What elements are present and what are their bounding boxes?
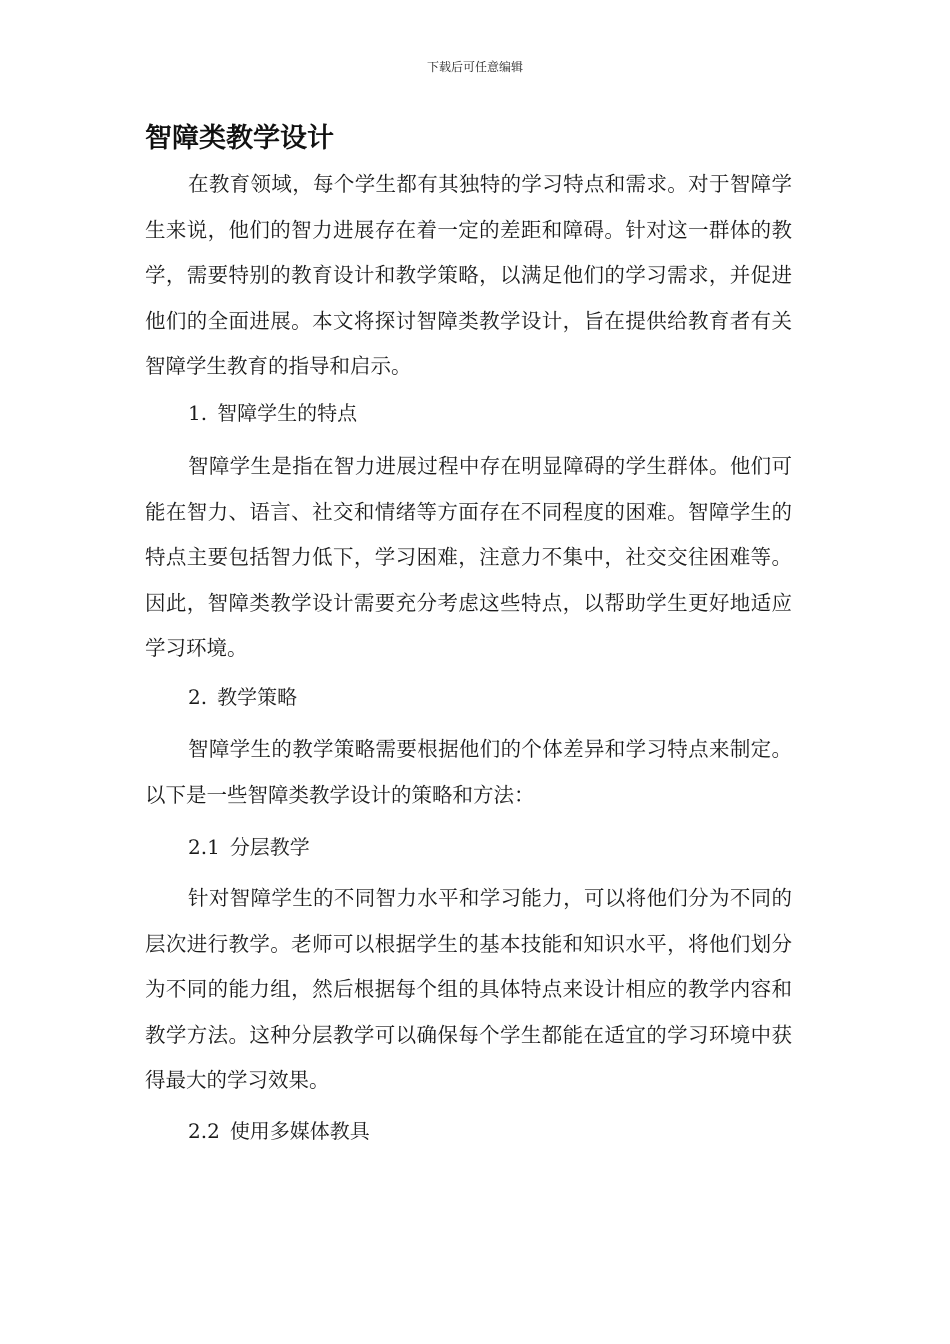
header-note: 下载后可任意编辑	[426, 60, 523, 74]
section-number: 1.	[188, 401, 208, 425]
section-heading-2-1	[188, 832, 310, 862]
document-title: 智障类教学设计	[145, 123, 334, 154]
section-paragraph-2: 智障学生的教学策略需要根据他们的个体差异和学习特点来制定。以下是一些智障类教学设计的策略和方法：	[145, 737, 792, 807]
section-paragraph-2-1: 针对智障学生的不同智力水平和学习能力，可以将他们分为不同的层次进行教学。老师可以根据学生的基本技能和知识水平，将他们划分为不同的能力组，然后根据每个组的具体特点来设计相应的教学内容和教学方法。这种分层教学可以确保每个学生都能在适宜的学习环境中获得最大的学习效果。	[145, 886, 792, 1092]
section-number: 2.1	[188, 835, 220, 859]
section-title: 智障学生的特点	[217, 401, 358, 425]
section-number: 2.	[188, 685, 208, 709]
section-heading-2-2	[188, 1116, 370, 1146]
section-paragraph-1: 智障学生是指在智力进展过程中存在明显障碍的学生群体。他们可能在智力、语言、社交和情绪等方面存在不同程度的困难。智障学生的特点主要包括智力低下，学习困难，注意力不集中，社交交往困难等。因此，智障类教学设计需要充分考虑这些特点，以帮助学生更好地适应学习环境。	[145, 454, 792, 660]
section-title: 分层教学	[229, 835, 310, 859]
section-title: 教学策略	[217, 685, 298, 709]
section-number: 2.2	[188, 1119, 220, 1143]
intro-paragraph: 在教育领域，每个学生都有其独特的学习特点和需求。对于智障学生来说，他们的智力进展存在着一定的差距和障碍。针对这一群体的教学，需要特别的教育设计和教学策略，以满足他们的学习需求，并促进他们的全面进展。本文将探讨智障类教学设计，旨在提供给教育者有关智障学生教育的指导和启示。	[145, 172, 792, 378]
section-heading-2	[188, 682, 297, 712]
section-heading-1	[188, 398, 357, 428]
section-title: 使用多媒体教具	[229, 1119, 370, 1143]
